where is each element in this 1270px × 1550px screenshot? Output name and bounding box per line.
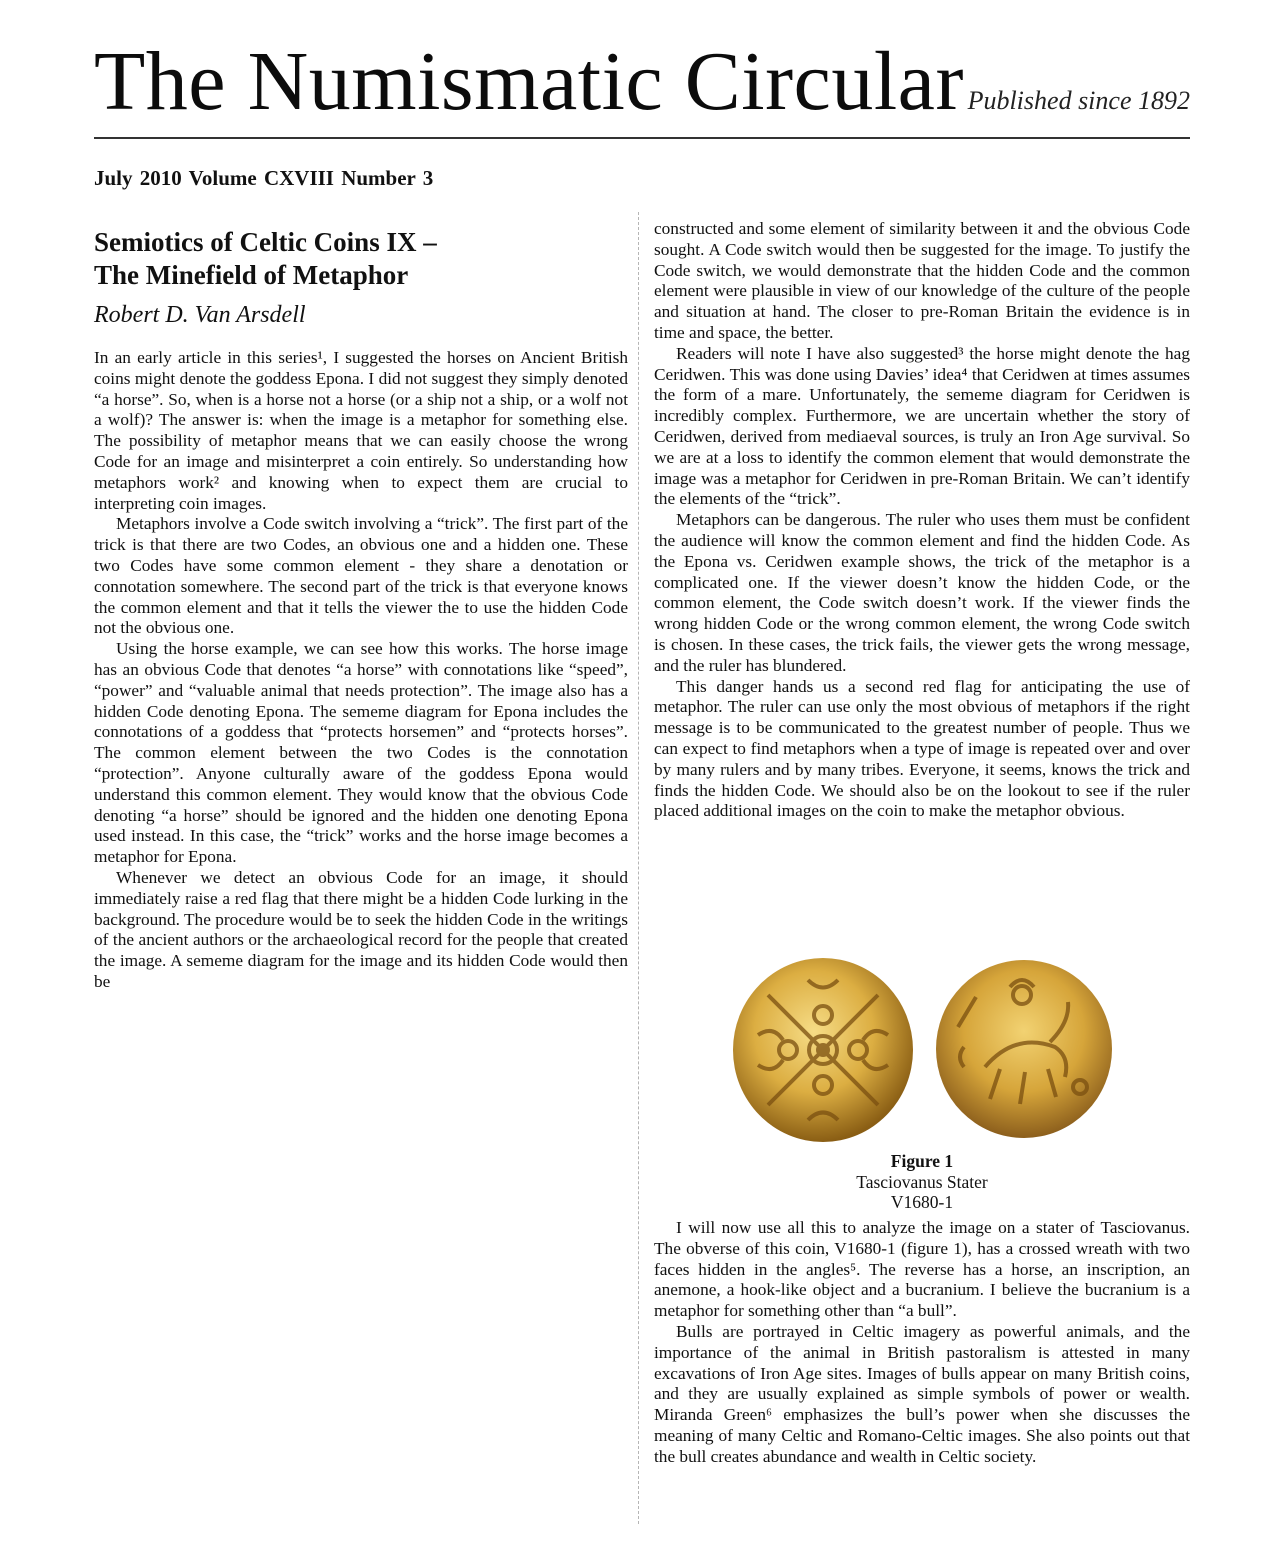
article-title-line-1: Semiotics of Celtic Coins IX – bbox=[94, 227, 437, 257]
article-author: Robert D. Van Arsdell bbox=[94, 302, 306, 328]
left-column-body bbox=[94, 348, 628, 993]
issue-info: July 2010 Volume CXVIII Number 3 bbox=[94, 166, 434, 190]
body-paragraph: Bulls are portrayed in Celtic imagery as powerful animals, and the importance of the animal in British pastoralism is attested in many excavations of Iron Age sites. Images of bulls appear on many British coins, and they are usually explained as simple symbols of power or wealth. Miranda Green⁶ emphasizes the bull’s power when she discusses the meaning of many Celtic and Romano-Celtic images. She also points out that the bull creates abundance and wealth in Celtic society. bbox=[654, 1321, 1190, 1466]
article-title-line-2: The Minefield of Metaphor bbox=[94, 260, 409, 290]
figure-label: Figure 1 bbox=[890, 1151, 954, 1171]
left-column bbox=[94, 226, 628, 993]
body-paragraph: I will now use all this to analyze the image on a stater of Tasciovanus. The obverse of this coin, V1680-1 (figure 1), has a crossed wreath with two faces hidden in the angles⁵. The reverse has a horse, an inscription, an anemone, a hook-like object and a bucranium. I believe the bucranium is a metaphor for something other than “a bull”. bbox=[654, 1218, 1190, 1321]
body-paragraph: constructed and some element of similarity between it and the obvious Code sought. A Code switch would then be suggested for the image. To justify the Code switch, we would demonstrate that the hidden Code and the common element were plausible in view of our knowledge of the culture of the people and situation at hand. The closer to pre-Roman Britain the evidence is in time and space, the better. bbox=[654, 219, 1190, 342]
masthead bbox=[94, 35, 1190, 128]
figure-caption bbox=[654, 1151, 1190, 1213]
figure-caption-title: Tasciovanus Stater bbox=[856, 1171, 988, 1192]
body-paragraph: Whenever we detect an obvious Code for an image, it should immediately raise a red flag that there might be a hidden Code lurking in the background. The procedure would be to seek the hidden Code in the writings of the ancient authors or the archaeological record for the people that created the image. A sememe diagram for the image and its hidden Code would then be bbox=[94, 867, 628, 991]
figure-catalog-number: V1680-1 bbox=[890, 1192, 954, 1212]
article-title bbox=[94, 226, 628, 292]
right-column bbox=[654, 219, 1190, 822]
publication-tagline: Published since 1892 bbox=[967, 86, 1190, 115]
publication-title: The Numismatic Circular bbox=[94, 35, 964, 128]
coin-obverse-image bbox=[728, 955, 918, 1145]
body-paragraph: This danger hands us a second red flag for anticipating the use of metaphor. The ruler can use only the most obvious of metaphors if the right message is to be communicated to the greatest number of people. Thus we can expect to find metaphors when a type of image is repeated over and over by many rulers and by many tribes. Everyone, it seems, knows the trick and finds the hidden Code. We should also be on the lookout to see if the ruler placed additional images on the coin to make the metaphor obvious. bbox=[654, 676, 1190, 821]
coin-reverse-image bbox=[930, 957, 1118, 1141]
figure-1 bbox=[654, 955, 1190, 1215]
body-paragraph: Metaphors can be dangerous. The ruler who uses them must be confident the audience will know the common element and find the hidden Code. As the Epona vs. Ceridwen example shows, the trick of the metaphor is a complicated one. If the viewer doesn’t know the hidden Code, or the common element, the Code switch doesn’t work. If the viewer finds the wrong hidden Code or the wrong common element, the wrong Code switch is chosen. In these cases, the trick fails, the viewer gets the wrong message, and the ruler has blundered. bbox=[654, 510, 1190, 675]
body-paragraph: Using the horse example, we can see how this works. The horse image has an obvious Code that denotes “a horse” with connotations like “speed”, “power” and “valuable animal that needs protection”. The image also has a hidden Code denoting Epona. The sememe diagram for Epona includes the connotations of a goddess that “protects horsemen” and “protects horses”. The common element between the two Codes is the connotation “protection”. Anyone culturally aware of the goddess Epona would understand this common element. They would know that the obvious Code denoting “a horse” should be ignored and the hidden one denoting Epona used instead. In this case, the “trick” works and the horse image becomes a metaphor for Epona. bbox=[94, 639, 628, 867]
body-paragraph: In an early article in this series¹, I suggested the horses on Ancient British coins might denote the goddess Epona. I did not suggest they simply denoted “a horse”. So, when is a horse not a horse (or a ship not a ship, or a wolf not a wolf)? The answer is: when the image is a metaphor for something else. The possibility of metaphor means that we can easily choose the wrong Code for an image and misinterpret a coin entirely. So understanding how metaphors work² and knowing when to expect them are crucial to interpreting coin images. bbox=[94, 348, 628, 513]
header-rule bbox=[94, 137, 1190, 139]
body-paragraph: Metaphors involve a Code switch involving a “trick”. The first part of the trick is that there are two Codes, an obvious one and a hidden one. These two Codes have some common element - they share a denotation or connotation somewhere. The second part of the trick is that everyone knows the common element and that it tells the viewer the to use the hidden Code not the obvious one. bbox=[94, 514, 628, 638]
column-divider bbox=[638, 212, 639, 1524]
right-column-lower bbox=[654, 1218, 1190, 1468]
body-paragraph: Readers will note I have also suggested³ the horse might denote the hag Ceridwen. This was done using Davies’ idea⁴ that Ceridwen at times assumes the form of a mare. Unfortunately, the sememe diagram for Ceridwen is incredibly complex. Furthermore, we are uncertain whether the story of Ceridwen, derived from mediaeval sources, is truly an Iron Age survival. So we are at a loss to identify the common element that would demonstrate the image was a metaphor for Ceridwen in pre-Roman Britain. We can’t identify the elements of the “trick”. bbox=[654, 343, 1190, 509]
